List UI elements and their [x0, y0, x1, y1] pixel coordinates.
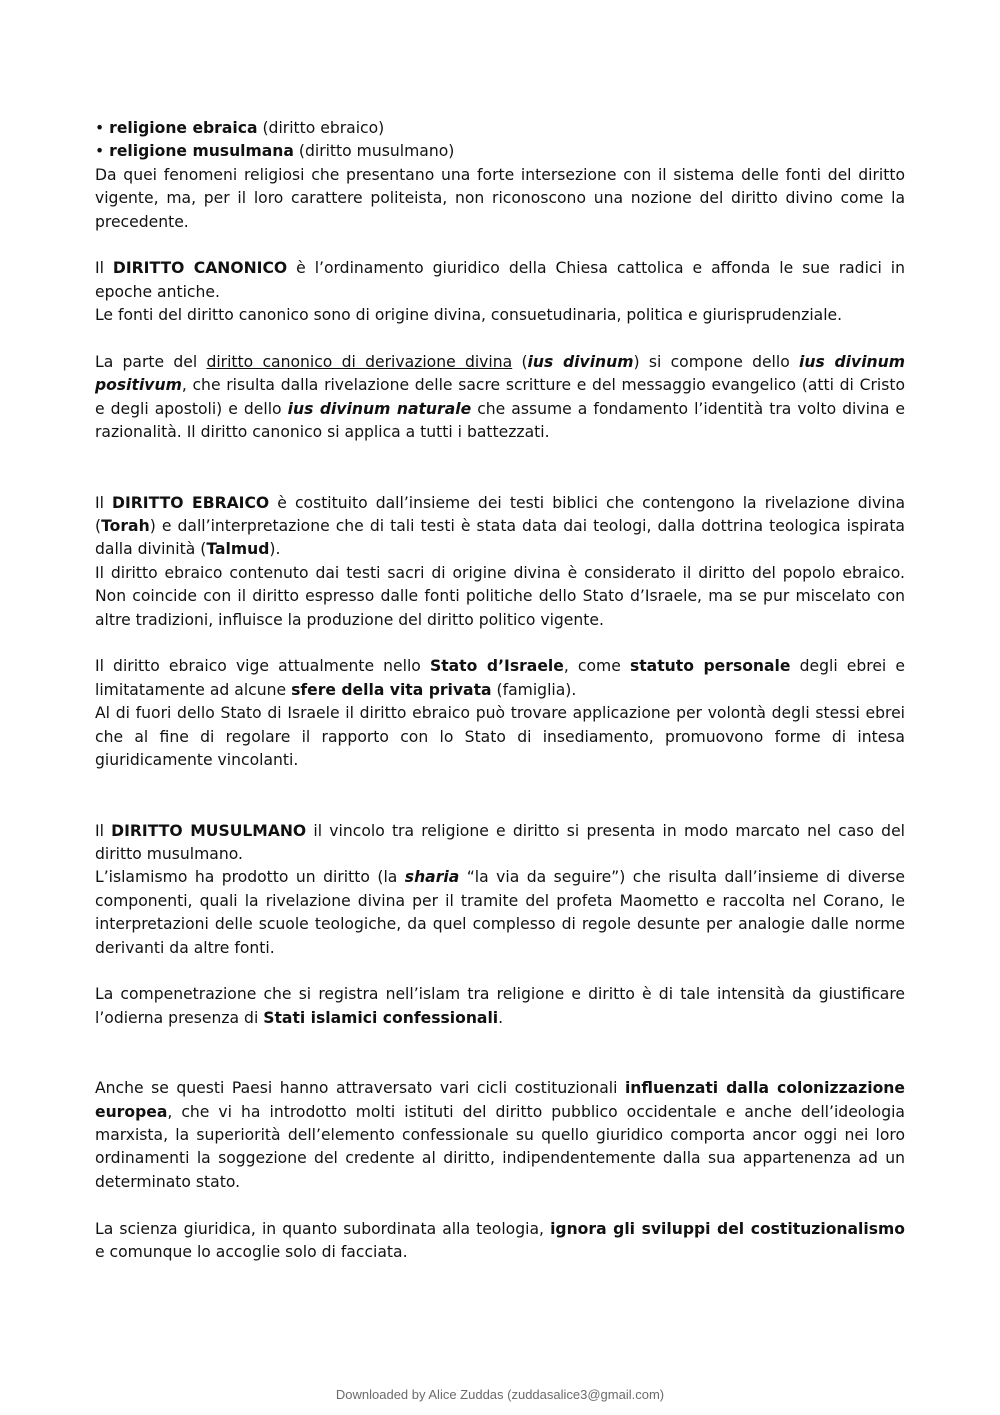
text: che assume a fondamento l’identità tra volto divina e razionalità. Il diritto canonico si applica a tutti i battezzati.: [95, 399, 906, 442]
italic-term: sharia: [404, 868, 460, 887]
bold-term: Talmud: [206, 540, 270, 559]
musulmano-scienza: [95, 1218, 905, 1265]
text: , come: [563, 657, 630, 676]
text: Il: [95, 493, 113, 512]
bold-term: ignora gli sviluppi del costituzionalismo: [550, 1219, 905, 1238]
text: Anche se questi Paesi hanno attraversato vari cicli costituzionali: [95, 1079, 625, 1098]
ebraico-stato: [95, 655, 905, 702]
musulmano-sharia: [95, 866, 905, 960]
text: L’islamismo ha prodotto un diritto (la: [95, 868, 405, 887]
bullet-text: (diritto musulmano): [293, 142, 455, 161]
musulmano-intro: [95, 820, 905, 867]
section-term: DIRITTO EBRAICO: [112, 493, 270, 512]
text: , che vi ha introdotto molti istituti del diritto pubblico occidentale e anche dell’ideologia marxista, la superiorità dell’elemento confessionale su quello giuridico comporta ancor oggi nei loro ordinamenti la soggezione del credente al diritto, indipendentemente dalla sua appartenenza ad un determinato stato.: [95, 1102, 905, 1191]
text: Il: [95, 821, 112, 840]
italic-term: ius divinum naturale: [287, 399, 472, 418]
text: ) e dall’interpretazione che di tali testi è stata data dai teologi, dalla dottrina teologica ispirata dalla divinità (: [95, 517, 905, 559]
text: La parte del: [95, 353, 207, 372]
text: , che risulta dalla rivelazione delle sacre scritture e del messaggio evangelico (atti di Cristo e degli apostoli) e dello: [95, 376, 905, 418]
text: ).: [269, 540, 281, 559]
paragraph: Le fonti del diritto canonico sono di origine divina, consuetudinaria, politica e giurisprudenziale.: [95, 306, 843, 325]
document-body: [95, 117, 905, 1264]
canonico-ius-divinum: [95, 351, 905, 445]
text: è l’ordinamento giuridico della Chiesa cattolica e affonda le sue radici in epoche antiche.: [95, 259, 905, 301]
bullet-item: • religione ebraica (diritto ebraico): [95, 119, 385, 137]
paragraph: Il diritto ebraico contenuto dai testi sacri di origine divina è considerato il diritto del popolo ebraico. Non coincide con il diritto espresso dalle fonti politiche dello Stato d’Israele, ma se pur miscelato con altre tradizioni, influisce la produzione del diritto politico vigente.: [95, 563, 905, 629]
text: è costituito dall’insieme dei testi biblici che contengono la rivelazione divina (: [95, 493, 906, 536]
bold-term: Torah: [101, 517, 150, 536]
text: ) si compone dello: [633, 353, 800, 372]
bold-term: Stato d’Israele: [429, 657, 564, 676]
text: e comunque lo accoglie solo di facciata.: [95, 1242, 408, 1261]
paragraph: Da quei fenomeni religiosi che presentano una forte intersezione con il sistema delle fonti del diritto vigente, ma, per il loro carattere politeista, non riconoscono una nozione del diritto divino come la precedente.: [95, 165, 905, 231]
bold-term: sfere della vita privata: [291, 680, 492, 699]
text: Il diritto ebraico vige attualmente nello: [95, 657, 430, 676]
canonico-intro: [95, 257, 905, 304]
text: La compenetrazione che si registra nell’islam tra religione e diritto è di tale intensità da giustificare l’odierna presenza di: [95, 985, 905, 1027]
bullet-bold-text: religione ebraica: [109, 119, 258, 137]
underlined-term: diritto canonico di derivazione divina: [206, 353, 513, 372]
paragraph: Al di fuori dello Stato di Israele il diritto ebraico può trovare applicazione per volontà degli stessi ebrei che al fine di regolare il rapporto con lo Stato di insediamento, promuovono forme di intesa giuridicamente vincolanti.: [95, 704, 905, 770]
bold-term: statuto personale: [629, 657, 791, 676]
text: Il: [95, 259, 113, 278]
bullet-text: (diritto ebraico): [257, 119, 385, 137]
text: (: [512, 353, 528, 372]
bold-term: influenzati dalla colonizzazione europea: [95, 1079, 905, 1121]
text: La scienza giuridica, in quanto subordinata alla teologia,: [95, 1219, 551, 1238]
text: .: [498, 1008, 504, 1027]
text: “la via da seguire”) che risulta dall’insieme di diverse componenti, quali la rivelazione divina per il tramite del profeta Maometto e raccolta nel Corano, le interpretazioni delle scuole teologiche, da quel complesso di regole desunte per analogie dalle norme derivanti da altre fonti.: [95, 868, 905, 957]
bullet-bold-text: religione musulmana: [109, 142, 294, 161]
bold-term: Stati islamici confessionali: [263, 1008, 499, 1027]
section-term: DIRITTO CANONICO: [112, 259, 288, 278]
italic-term: ius divinum: [527, 353, 634, 372]
text: il vincolo tra religione e diritto si presenta in modo marcato nel caso del diritto musulmano.: [95, 821, 906, 863]
musulmano-compenetrazione: [95, 983, 905, 1030]
italic-term: ius divinum positivum: [95, 353, 905, 395]
text: degli ebrei e limitatamente ad alcune: [95, 657, 905, 699]
ebraico-intro: [95, 492, 905, 562]
text: (famiglia).: [491, 680, 577, 699]
musulmano-paesi: [95, 1077, 905, 1194]
section-term: DIRITTO MUSULMANO: [111, 821, 307, 840]
download-footer: Downloaded by Alice Zuddas (zuddasalice3@gmail.com): [335, 1387, 665, 1402]
bullet-item: • religione musulmana (diritto musulmano): [95, 142, 455, 161]
